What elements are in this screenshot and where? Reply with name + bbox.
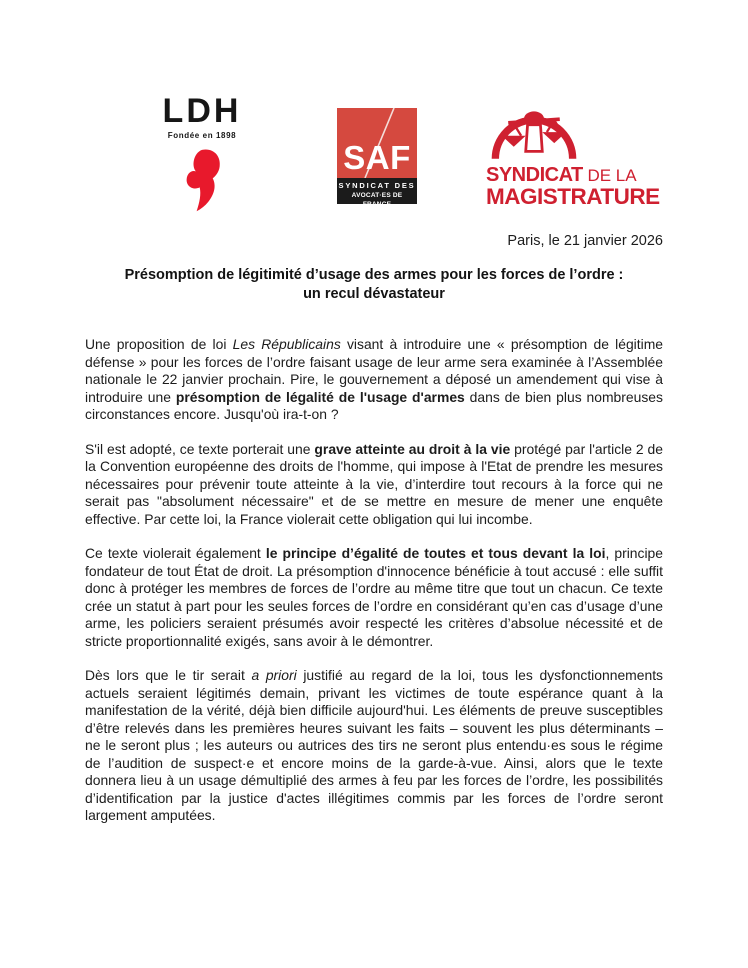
text-run: Les Républicains xyxy=(232,336,341,352)
sm-name-magistrature: MAGISTRATURE xyxy=(486,184,660,209)
text-run: Une proposition de loi xyxy=(85,336,233,352)
text-run: protégé par l'article 2 de la Convention européenne des droits de l'homme, qui impose à l'Etat de prendre les mesures nécessaires pour prévenir toute atteinte à la vie, d’interdire tout recours à la force qui ne serait pas "absolument nécessaire" et de se mettre en mesure de mener une enquête effective. Par cette loi, la France violerait cette obligation qui lui incombe. xyxy=(85,440,664,527)
title-line1: Présomption de légitimité d’usage des armes pour les forces de l’ordre : xyxy=(124,267,624,283)
syndicat-magistrature-logo xyxy=(486,103,660,209)
paragraph xyxy=(85,336,663,424)
text-run: présomption de légalité de l'usage d'armes xyxy=(175,388,465,405)
sm-name-de-la: DE LA xyxy=(582,166,637,185)
title-line2: un recul dévastateur xyxy=(303,285,445,302)
text-run: grave atteinte au droit à la vie xyxy=(314,440,511,457)
paragraph xyxy=(85,441,663,529)
sm-name-line1 xyxy=(486,165,648,185)
ldh-acronym: LDH xyxy=(162,92,242,130)
document-title xyxy=(0,266,748,303)
text-run: visant à introduire une « présomption de légitime défense » pour les forces de l’ordre faisant usage de leur arme sera examinée à l’Assemblée nationale le 22 janvier prochain. Pire, le gouvernement a déposé un amendement qui vise à introduire une xyxy=(85,336,663,405)
body-paragraphs xyxy=(85,336,663,842)
saf-acronym: SAF xyxy=(343,139,411,176)
text-run: dans de bien plus nombreuses circonstances encore. Jusqu'où ira-t-on ? xyxy=(85,388,663,422)
scales-fist-icon xyxy=(488,103,580,163)
text-run: Dès lors que le tir serait xyxy=(85,667,252,683)
text-run: a priori xyxy=(251,667,297,683)
text-run: , principe fondateur de tout État de droit. La présomption d'innocence bénéficie à tout accusé : elle suffit donc à protéger les membres de forces de l’ordre au même titre que tout un chacun. Ce texte crée un statut à part pour les seules forces de l’ordre en considérant qu’en cas d’usage d’une arme, les policiers seraient présumés avoir respecté les critères d’absolue nécessité et de stricte proportionnalité exigés, sans avoir à le démontrer. xyxy=(85,545,663,649)
text-run: Ce texte violerait également xyxy=(85,545,266,561)
paragraph xyxy=(85,545,663,650)
saf-square xyxy=(337,108,417,178)
ldh-logo xyxy=(162,94,242,220)
saf-banner-line2: AVOCAT·ES DE FRANCE xyxy=(351,192,403,208)
ldh-subtitle: Fondée en 1898 xyxy=(167,131,237,140)
text-run: le principe d’égalité de toutes et tous devant la loi xyxy=(265,545,606,561)
saf-logo xyxy=(337,108,417,208)
text-run: justifié au regard de la loi, tous les dysfonctionnements actuels seraient légitimés demain, privant les victimes de toute espérance quant à la manifestation de la vérité, déjà bien difficile aujourd'hui. Les éléments de preuve susceptibles d’être relevés dans les premières heures suivant les faits – souvent les plus déterminants – ne le seront plus ; les auteurs ou autrices des tirs ne seront plus entendu·es sous le régime de l’audition de suspect·e et encore moins de la garde-à-vue. Ainsi, alors que le texte donnera lieu à un usage démultiplié des armes à feu par les forces de l’ordre, les possibilités d’identification par la justice d'actes illégitimes commis par les forces de l’ordre seront largement amputées. xyxy=(85,667,664,823)
date-line: Paris, le 21 janvier 2026 xyxy=(507,233,663,249)
saf-banner-line1: SYNDICAT DES xyxy=(338,181,416,190)
marianne-comma-icon xyxy=(162,143,242,220)
saf-banner xyxy=(337,178,417,208)
text-run: S'il est adopté, ce texte porterait une xyxy=(85,440,315,457)
sm-name-syndicat: SYNDICAT xyxy=(486,164,583,186)
paragraph xyxy=(85,667,663,825)
